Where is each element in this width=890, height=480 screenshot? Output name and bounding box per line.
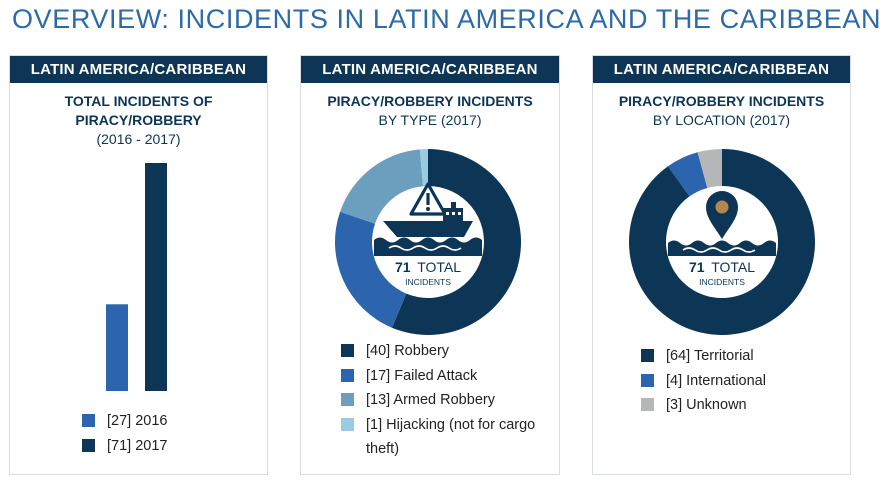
chart-subtitle: BY TYPE (2017) — [378, 112, 482, 128]
chart-title-text: PIRACY/ROBBERY INCIDENTS — [618, 93, 825, 109]
bar-2017 — [145, 163, 167, 391]
legend-label: [27] 2016 — [107, 413, 168, 429]
type-legend — [341, 339, 546, 462]
center-word: TOTAL — [711, 259, 756, 275]
bar-2016 — [106, 304, 128, 391]
panel-by-location — [592, 55, 851, 475]
legend-item — [341, 339, 546, 364]
legend-label: [64] Territorial — [666, 348, 754, 364]
legend-label: [3] Unknown — [666, 397, 747, 413]
legend-swatch — [82, 439, 95, 452]
legend-label: [1] Hijacking (not for cargo theft) — [366, 416, 536, 457]
legend-label: [13] Armed Robbery — [366, 392, 495, 408]
legend-item — [82, 434, 167, 459]
chart-title-text: TOTAL INCIDENTS OF PIRACY/ROBBERY — [64, 93, 213, 128]
legend-label: [71] 2017 — [107, 437, 168, 454]
donut-chart-type — [301, 56, 561, 386]
center-badge — [374, 184, 482, 296]
legend-item — [341, 413, 546, 462]
panel-header: LATIN AMERICA/CARIBBEAN — [301, 56, 559, 83]
legend-label: [4] International — [666, 372, 766, 389]
center-number: 71 — [394, 259, 411, 275]
location-legend — [641, 344, 766, 418]
legend-swatch — [641, 349, 654, 362]
legend-swatch — [341, 369, 354, 382]
legend-swatch — [641, 374, 654, 387]
legend-label: [40] Robbery — [366, 343, 450, 359]
chart-subtitle: BY LOCATION (2017) — [652, 112, 791, 128]
center-number: 71 — [688, 259, 705, 275]
panel-by-type — [300, 55, 560, 475]
bar-legend — [82, 409, 167, 458]
page-title: OVERVIEW: INCIDENTS IN LATIN AMERICA AND THE CARIBBEAN — [12, 4, 882, 34]
panel-header: LATIN AMERICA/CARIBBEAN — [10, 56, 267, 83]
legend-item — [341, 388, 546, 413]
center-label: INCIDENTS — [405, 277, 451, 287]
center-badge — [668, 188, 776, 296]
legend-item — [641, 393, 766, 418]
legend-swatch — [341, 393, 354, 406]
legend-label: [17] Failed Attack — [366, 367, 478, 384]
legend-item — [641, 369, 766, 394]
center-label: INCIDENTS — [699, 277, 745, 287]
svg-text:71 TOTAL — [395, 259, 461, 275]
chart-subtitle: (2016 - 2017) — [96, 131, 181, 147]
center-word: TOTAL — [417, 259, 462, 275]
legend-item — [341, 364, 546, 389]
svg-text:71 TOTAL — [689, 259, 755, 275]
panel-total-incidents — [9, 55, 268, 475]
legend-item — [641, 344, 766, 369]
legend-item — [82, 409, 167, 434]
legend-swatch — [82, 414, 95, 427]
chart-title-text: PIRACY/ROBBERY INCIDENTS — [327, 93, 533, 109]
legend-swatch — [341, 344, 354, 357]
legend-swatch — [341, 418, 354, 431]
legend-swatch — [641, 398, 654, 411]
panel-header: LATIN AMERICA/CARIBBEAN — [593, 56, 850, 83]
donut-chart-location — [593, 56, 852, 386]
